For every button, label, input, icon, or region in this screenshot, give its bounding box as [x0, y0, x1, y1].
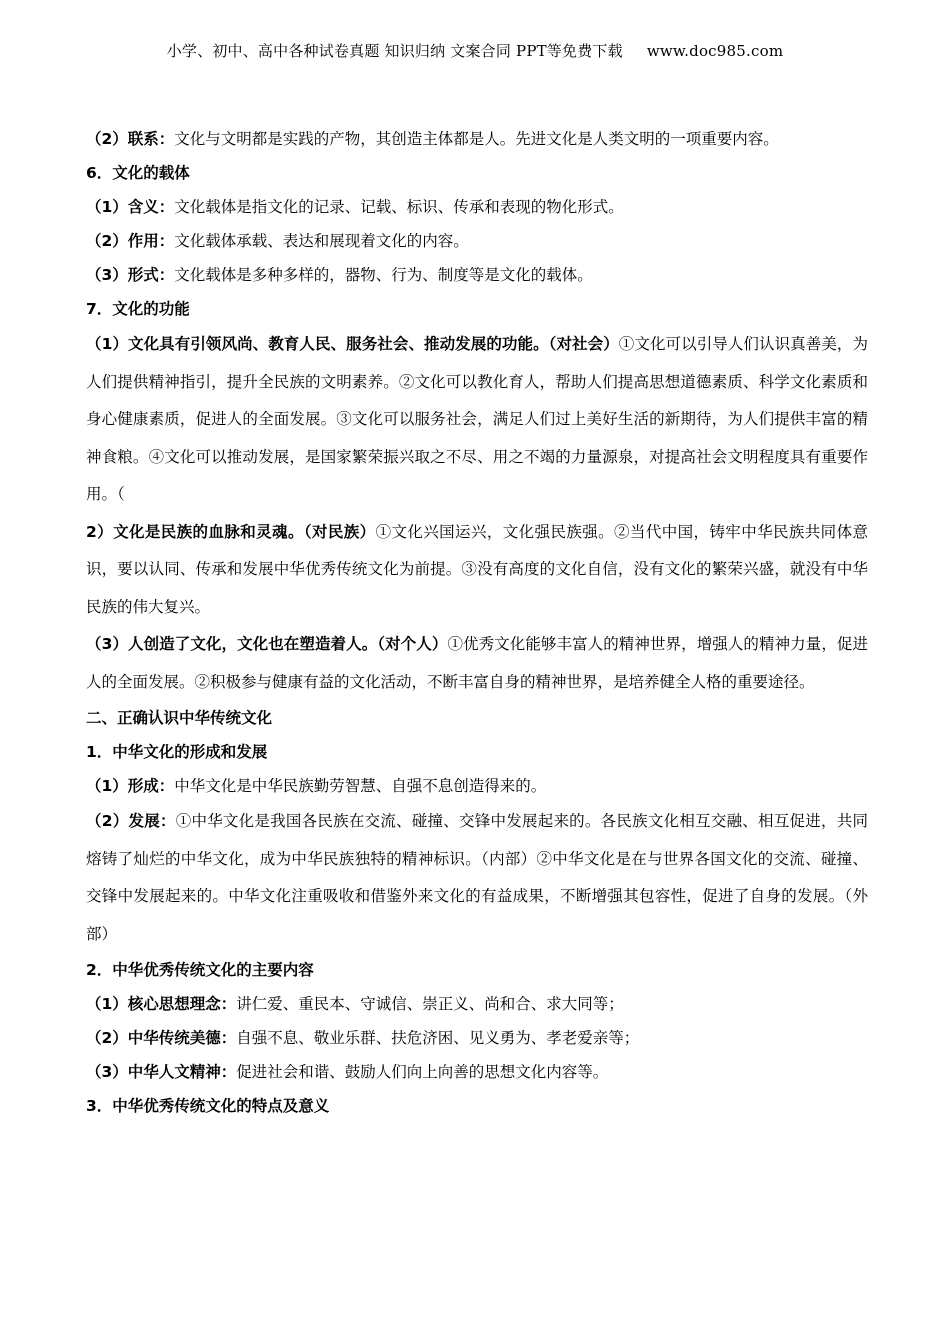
item-text: 文化载体是指文化的记录、记载、标识、传承和表现的物化形式。: [174, 198, 624, 216]
item-label: （2）中华传统美德：: [86, 1029, 237, 1047]
item-text: ①中华文化是我国各民族在交流、碰撞、交锋中发展起来的。各民族文化相互交融、相互促进，共同熔铸了灿烂的中华文化，成为中华民族独特的精神标识。（内部）②中华文化是在与世界各国文化的交流、碰撞、交锋中发展起来的。中华文化注重吸收和借鉴外来文化的有益成果，不断增强其包容性，促进了自身的发展。（外部）: [86, 812, 868, 943]
item-label: （1）文化具有引领风尚、教育人民、服务社会、推动发展的功能。（对社会）: [86, 335, 619, 353]
item-label: （3）形式：: [86, 266, 175, 284]
item-5-2: [86, 122, 868, 156]
item-label: （1）核心思想理念：: [86, 995, 237, 1013]
item-7-2: [86, 514, 868, 627]
item-1-2: [86, 803, 868, 953]
item-label: （3）中华人文精神：: [86, 1063, 237, 1081]
item-label: （2）作用：: [86, 232, 175, 250]
item-2-2: [86, 1021, 868, 1055]
item-text: 文化载体承载、表达和展现着文化的内容。: [174, 232, 469, 250]
document-body: [86, 122, 868, 1123]
section-heading-3: 3．中华优秀传统文化的特点及意义: [86, 1097, 330, 1115]
section-heading-2: 2．中华优秀传统文化的主要内容: [86, 961, 314, 979]
header-text: 小学、初中、高中各种试卷真题 知识归纳 文案合同 PPT等免费下载: [166, 42, 623, 60]
item-label: （2）发展：: [86, 812, 176, 830]
header-site: www.doc985.com: [646, 42, 784, 60]
item-text: 讲仁爱、重民本、守诚信、崇正义、尚和合、求大同等；: [236, 995, 624, 1013]
section-heading-6: 6．文化的载体: [86, 164, 190, 182]
item-1-1: [86, 769, 868, 803]
item-7-3: [86, 626, 868, 701]
item-label: 2）文化是民族的血脉和灵魂。（对民族）: [86, 522, 376, 541]
item-text: ①文化兴国运兴，文化强民族强。②当代中国，铸牢中华民族共同体意识，要以认同、传承和发展中华优秀传统文化为前提。③没有高度的文化自信，没有文化的繁荣兴盛，就没有中华民族的伟大复兴。: [86, 522, 868, 616]
item-text: 中华文化是中华民族勤劳智慧、自强不息创造得来的。: [174, 777, 547, 795]
section-heading-7: 7．文化的功能: [86, 300, 190, 318]
item-2-3: [86, 1055, 868, 1089]
item-label: （2）联系：: [86, 130, 175, 148]
item-2-1: [86, 987, 868, 1021]
item-text: 自强不息、敬业乐群、扶危济困、见义勇为、孝老爱亲等；: [236, 1029, 640, 1047]
item-label: （1）形成：: [86, 777, 175, 795]
item-text: 促进社会和谐、鼓励人们向上向善的思想文化内容等。: [236, 1063, 609, 1081]
item-7-1: [86, 326, 868, 514]
page-header: [0, 40, 950, 61]
part-heading-2: 二、正确认识中华传统文化: [86, 709, 273, 727]
section-heading-1: 1．中华文化的形成和发展: [86, 743, 268, 761]
item-text: 文化载体是多种多样的，器物、行为、制度等是文化的载体。: [174, 266, 593, 284]
item-6-3: [86, 258, 868, 292]
item-label: （1）含义：: [86, 198, 175, 216]
item-6-1: [86, 190, 868, 224]
item-text: ①文化可以引导人们认识真善美，为人们提供精神指引，提升全民族的文明素养。②文化可以教化育人，帮助人们提高思想道德素质、科学文化素质和身心健康素质，促进人的全面发展。③文化可以服务社会，满足人们过上美好生活的新期待，为人们提供丰富的精神食粮。④文化可以推动发展，是国家繁荣振兴取之不尽、用之不竭的力量源泉，对提高社会文明程度具有重要作用。（: [86, 335, 868, 503]
item-text: ①优秀文化能够丰富人的精神世界，增强人的精神力量，促进人的全面发展。②积极参与健康有益的文化活动，不断丰富自身的精神世界，是培养健全人格的重要途径。: [86, 635, 868, 691]
item-text: 文化与文明都是实践的产物，其创造主体都是人。先进文化是人类文明的一项重要内容。: [174, 130, 779, 148]
item-label: （3）人创造了文化，文化也在塑造着人。（对个人）: [86, 635, 448, 653]
item-6-2: [86, 224, 868, 258]
